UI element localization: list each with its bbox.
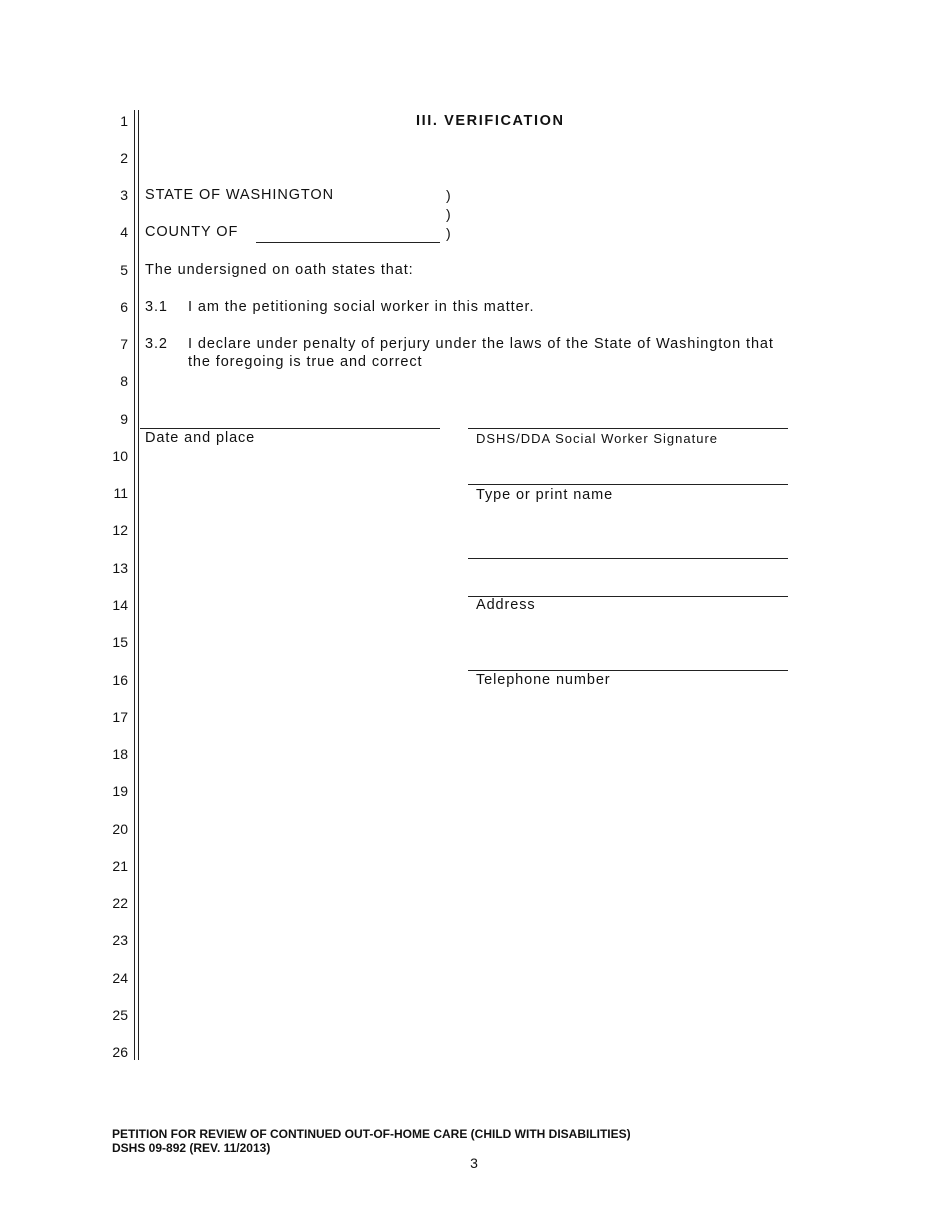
- footer-title: PETITION FOR REVIEW OF CONTINUED OUT-OF-HOME CARE (CHILD WITH DISABILITIES): [112, 1127, 631, 1141]
- oath-intro: The undersigned on oath states that:: [145, 262, 414, 278]
- statement-text: I am the petitioning social worker in this matter.: [188, 299, 535, 315]
- line-number: 4: [120, 224, 128, 240]
- venue-paren: ): [446, 187, 451, 203]
- address-label: Address: [476, 597, 536, 613]
- signature-label: DSHS/DDA Social Worker Signature: [476, 431, 719, 446]
- state-label: STATE OF WASHINGTON: [145, 187, 334, 203]
- telephone-label: Telephone number: [476, 672, 611, 688]
- line-number: 9: [120, 411, 128, 427]
- date-place-label: Date and place: [145, 430, 256, 446]
- margin-rule: [138, 110, 139, 1060]
- line-number: 11: [113, 485, 128, 501]
- line-number: 20: [112, 821, 128, 837]
- line-number: 1: [120, 113, 128, 129]
- venue-paren: ): [446, 206, 451, 222]
- line-number: 2: [120, 150, 128, 166]
- county-field-line[interactable]: [256, 242, 440, 243]
- line-number: 18: [112, 746, 128, 762]
- page-number: 3: [470, 1155, 478, 1171]
- statement-number: 3.1: [145, 299, 168, 315]
- margin-rule: [134, 110, 135, 1060]
- county-label: COUNTY OF: [145, 224, 239, 240]
- print-name-label: Type or print name: [476, 487, 614, 503]
- line-number: 14: [112, 597, 128, 613]
- line-number: 3: [120, 187, 128, 203]
- line-number: 15: [112, 634, 128, 650]
- statement-number: 3.2: [145, 336, 168, 352]
- section-heading: III. VERIFICATION: [416, 113, 565, 129]
- line-number: 8: [120, 373, 128, 389]
- line-number: 22: [112, 895, 128, 911]
- venue-paren: ): [446, 225, 451, 241]
- line-number: 21: [112, 858, 128, 874]
- line-number: 26: [112, 1044, 128, 1060]
- line-number: 7: [120, 336, 128, 352]
- footer-form-id: DSHS 09-892 (REV. 11/2013): [112, 1141, 271, 1155]
- address-line[interactable]: [468, 558, 788, 559]
- statement-text: I declare under penalty of perjury under the laws of the State of Washington that: [188, 336, 774, 352]
- line-number: 23: [112, 932, 128, 948]
- print-name-line[interactable]: [468, 484, 788, 485]
- line-number: 25: [112, 1007, 128, 1023]
- statement-text: the foregoing is true and correct: [188, 354, 423, 370]
- line-number: 5: [120, 262, 128, 278]
- line-number: 10: [112, 448, 128, 464]
- line-number: 19: [112, 783, 128, 799]
- line-number: 13: [112, 560, 128, 576]
- line-number: 6: [120, 299, 128, 315]
- line-number: 12: [112, 522, 128, 538]
- line-number: 16: [112, 672, 128, 688]
- line-number: 24: [112, 970, 128, 986]
- line-number: 17: [112, 709, 128, 725]
- signature-line[interactable]: [468, 428, 788, 429]
